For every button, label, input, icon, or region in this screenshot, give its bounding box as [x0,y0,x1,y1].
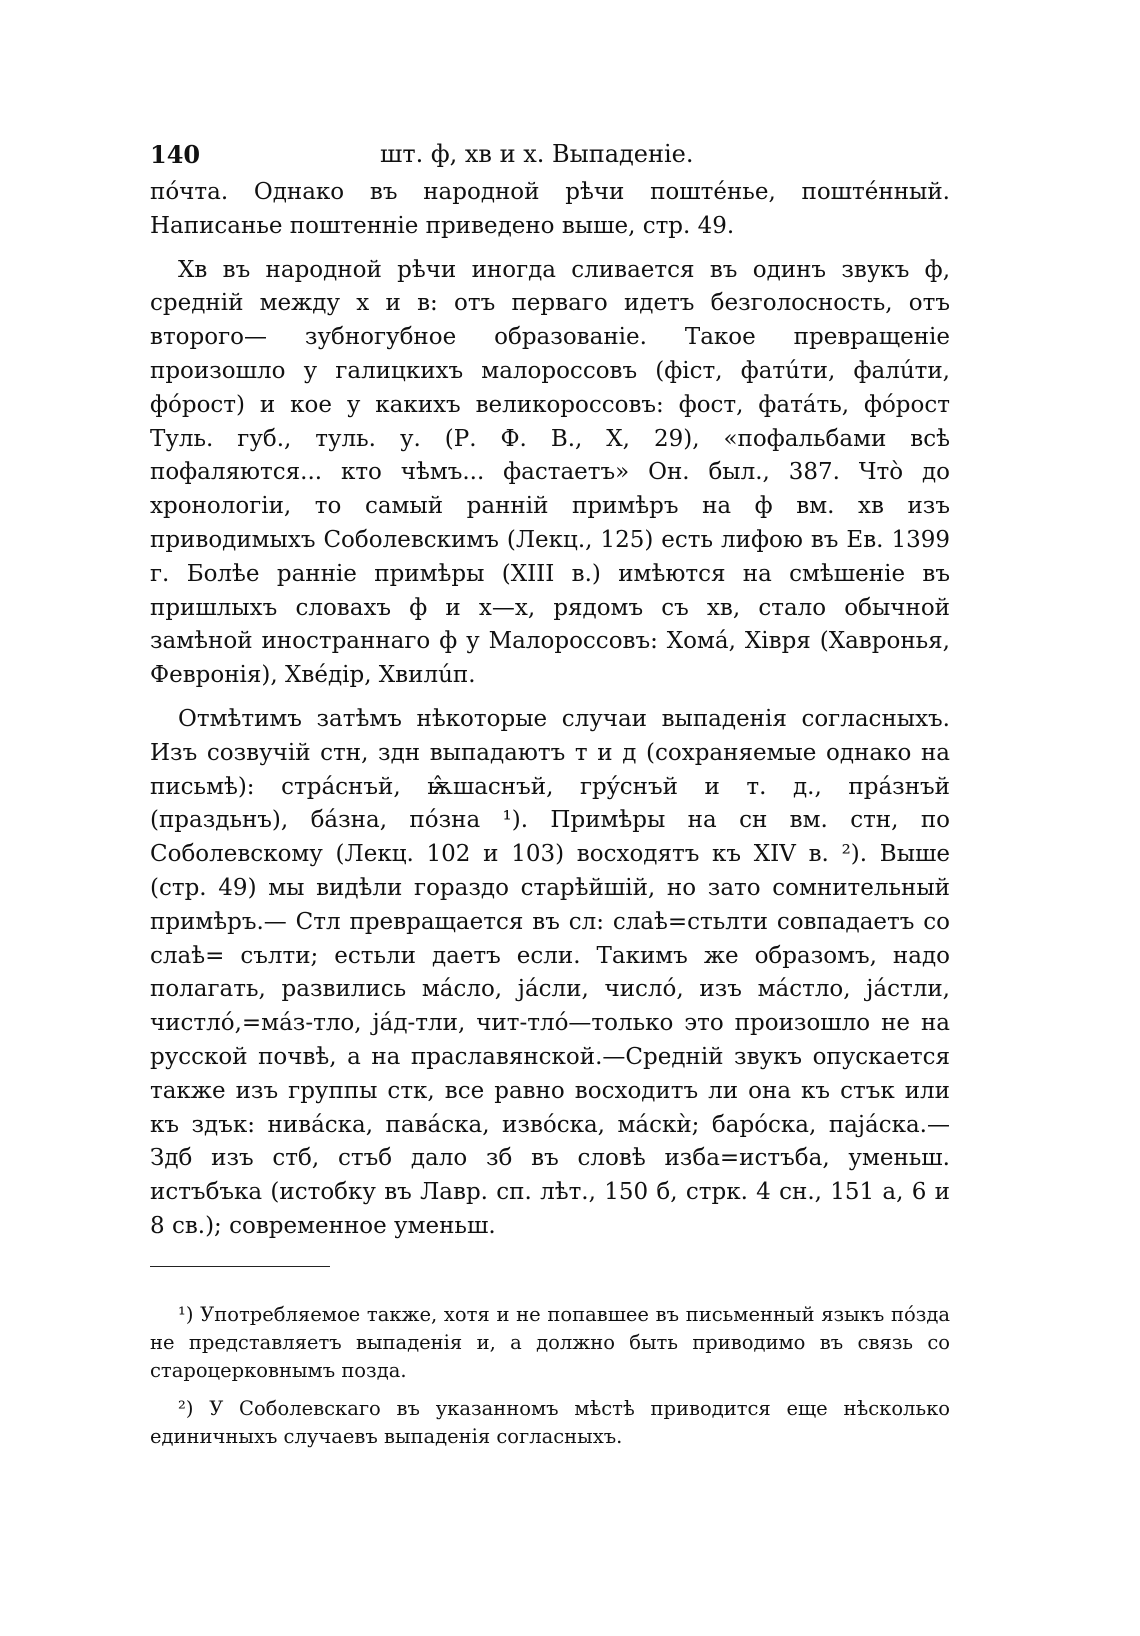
page-header [150,130,950,176]
body-text [150,176,950,1244]
paragraph-continuation: пóчта. Однако въ народной рѣчи поштéнье, поштéнный. Написанье поштенніе приведено выше, стр. 49. [150,179,950,239]
footnote-1: ¹) Употребляемое также, хотя и не попавшее въ письменный языкъ пóзда не представляетъ выпаденія и, а должно быть приводимо въ связь со староцерковнымъ позда. [150,1302,950,1382]
paragraph-hv: Хв въ народной рѣчи иногда сливается въ одинъ звукъ ф, средній между х и в: отъ перваго идетъ безголосность, отъ второго— зубногубное образованіе. Такое превращеніе произошло у галицкихъ малороссовъ (фіст, фатúти, фалúти, фóрост) и кое у какихъ великороссовъ: фост, фатáть, фóрост Туль. губ., туль. у. (Р. Ф. В., X, 29), «пофальбами всѣ пофаляются... кто чѣмъ... фастаетъ» Он. был., 387. Чтò до хронологіи, то самый ранній примѣръ на ф вм. хв изъ приводимыхъ Соболевскимъ (Лекц., 125) есть лифою въ Ев. 1399 г. Болѣе ранніе примѣры (XIII в.) имѣются на смѣшеніе въ пришлыхъ словахъ ф и х—х, рядомъ съ хв, стало обычной замѣной иностраннаго ф у Малороссовъ: Хомá, Хівря (Хавронья, Февронія), Хвéдір, Хвилúп. [150,256,950,689]
paragraph-consonant-loss: Отмѣтимъ затѣмъ нѣкоторые случаи выпаденія согласныхъ. Изъ созвучій стн, здн выпадаютъ т и д (сохраняемые однако на письмѣ): стрáснъй, ѭ̂шаснъй, грýснъй и т. д., прáзнъй (праздьнъ), бáзна, пóзна ¹). Примѣры на сн вм. стн, по Соболевскому (Лекц. 102 и 103) восходятъ къ XIV в. ²). Выше (стр. 49) мы видѣли гораздо старѣйшій, но зато сомнительный примѣръ.— Стл превращается въ сл: слаѣ=стьлти совпадаетъ со слаѣ= сълти; естьли даетъ если. Такимъ же образомъ, надо полагать, развились мáсло, јáсли, числó, изъ мáстло, јáстли, чистлó,=мáз-тло, јáд-тли, чит-тлó—только это произошло не на русской почвѣ, а на праславянской.—Средній звукъ опускается также изъ группы стк, все равно восходитъ ли она къ стък или къ здък: нивáска, павáска, извóска, мáскѝ; барóска, пајáска.—Здб изъ стб, стъб дало зб въ словѣ изба=истъба, уменьш. истъбъка (истобку въ Лавр. сп. лѣт., 150 б, стрк. 4 сн., 151 а, 6 и 8 св.); современное уменьш. [150,705,950,1239]
running-head: шт. ф, хв и х. Выпаденіе. [380,140,694,168]
footnote-2: ²) У Соболевскаго въ указанномъ мѣстѣ приводится еще нѣсколько единичныхъ случаевъ выпаденія согласныхъ. [150,1396,950,1448]
footnotes [150,1301,950,1451]
footnote-separator [150,1266,330,1267]
page-number: 140 [150,140,201,169]
book-page [150,130,950,1451]
